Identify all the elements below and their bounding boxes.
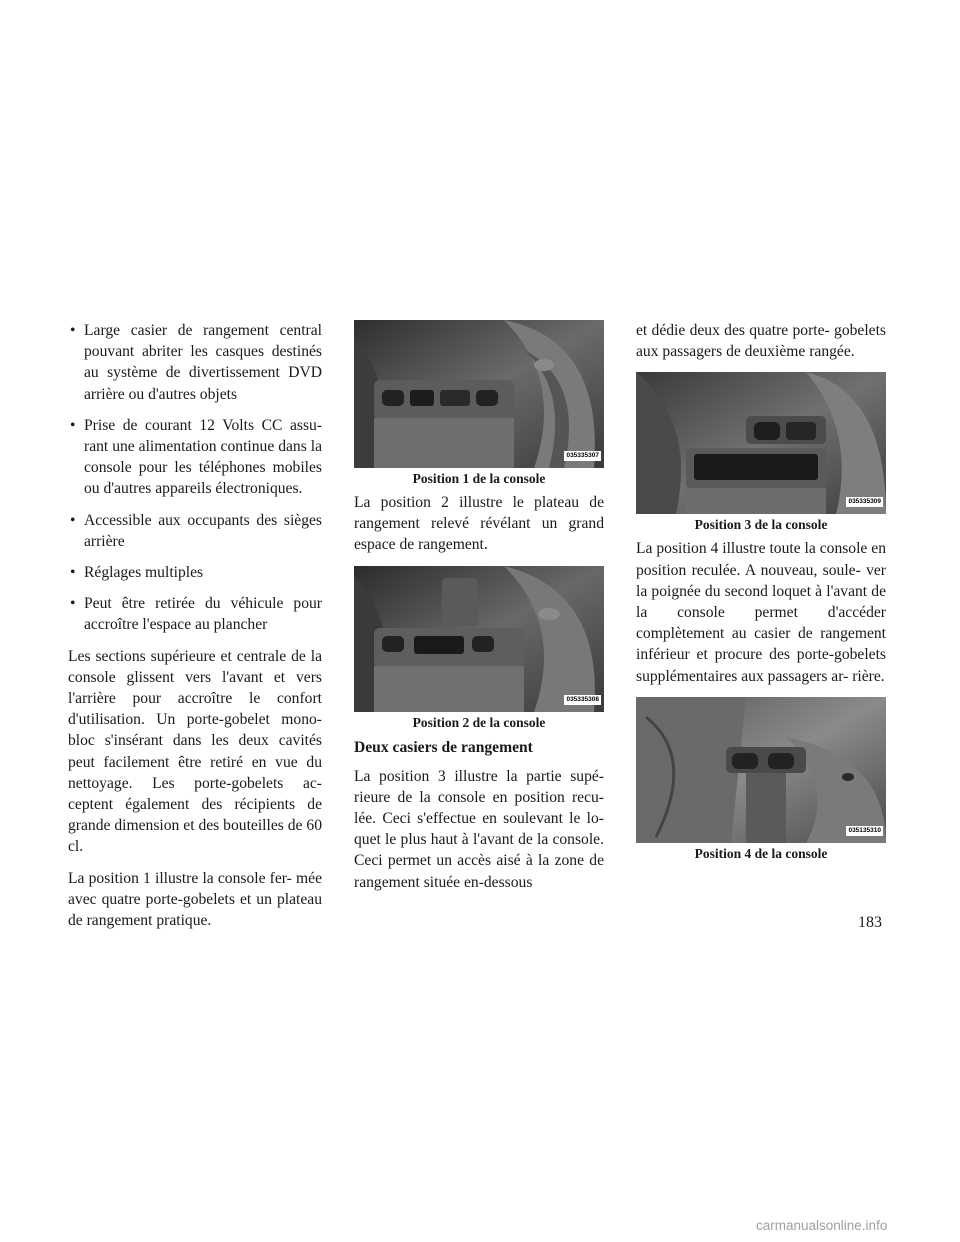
list-item — [68, 510, 322, 552]
section-heading: Deux casiers de rangement — [354, 738, 533, 756]
body-paragraph: Les sections supérieure et centrale de la console glissent vers l'avant et vers l'arrière pour accroître le confort d'utilisation. Un porte-gobelet mono- bloc s'insérant dans les deux cavités peut facilement être retiré en vue du nettoyage. Les porte-gobelets ac- ceptent également des récipients de grande dimension et des bouteilles de 60 cl. — [68, 647, 322, 856]
photo-id: 035335308 — [566, 695, 599, 703]
list-item — [68, 320, 322, 405]
body-paragraph: et dédie deux des quatre porte- gobelets aux passagers de deuxième rangée. — [636, 322, 886, 361]
page-number: 183 — [858, 914, 882, 931]
console-photo — [636, 697, 886, 843]
list-item-text: Prise de courant 12 Volts CC assu- rant une alimentation continue dans la console pour les téléphones mobiles ou d'autres appareils électroniques. — [84, 416, 322, 498]
photo-id: 035335307 — [566, 452, 599, 459]
body-paragraph: La position 4 illustre toute la console en position reculée. A nouveau, soule- ver la poignée du second loquet à l'avant de la console permet d'accéder complètement au casier de rangement inférieur et procure des porte-gobelets supplémentaires aux passagers ar- rière. — [636, 540, 886, 685]
bullet-glyph: • — [70, 322, 76, 339]
list-item — [68, 415, 322, 500]
figure-caption: Position 2 de la console — [412, 714, 546, 730]
photo-id: 035335309 — [848, 498, 881, 506]
figure-caption: Position 4 de la console — [694, 845, 828, 861]
body-paragraph: La position 3 illustre la partie supé- rieure de la console en position recu- lée. Ceci s'effectue en soulevant le lo- quet le plus haut à l'avant de la console. Ceci permet un accès aisé à la zone de rangement située en-dessous — [354, 767, 604, 891]
feature-list — [68, 320, 322, 636]
figure-console-position-3 — [636, 372, 886, 534]
text-column-3 — [636, 320, 886, 867]
figure-console-position-1 — [354, 320, 604, 488]
figure-caption: Position 3 de la console — [694, 517, 828, 533]
list-item-text: Large casier de rangement central pouvant abriter les casques destinés au système de divertissement DVD arrière ou d'autres objets — [84, 322, 322, 403]
list-item-text: Réglages multiples — [84, 564, 204, 582]
bullet-glyph: • — [70, 564, 76, 582]
body-paragraph: La position 1 illustre la console fer- mée avec quatre porte-gobelets et un plateau de rangement pratique. — [68, 869, 322, 930]
figure-console-position-2 — [354, 566, 604, 732]
list-item-text: Peut être retirée du véhicule pour accroître l'espace au plancher — [84, 595, 322, 634]
watermark: carmanualsonline.info — [756, 1218, 888, 1233]
list-item — [68, 593, 322, 635]
list-item — [68, 562, 322, 583]
console-photo — [354, 320, 604, 468]
list-item-text: Accessible aux occupants des sièges arrière — [84, 511, 322, 550]
bullet-glyph: • — [70, 511, 76, 529]
console-photo — [354, 566, 604, 712]
bullet-glyph: • — [70, 416, 76, 434]
figure-console-position-4 — [636, 697, 886, 863]
body-paragraph: La position 2 illustre le plateau de rangement relevé révélant un grand espace de rangement. — [354, 494, 604, 554]
text-column-2 — [354, 320, 604, 903]
text-column-1 — [68, 320, 322, 941]
bullet-glyph: • — [70, 595, 76, 613]
console-photo — [636, 372, 886, 514]
figure-caption: Position 1 de la console — [412, 471, 546, 486]
photo-id: 035135310 — [848, 826, 881, 834]
